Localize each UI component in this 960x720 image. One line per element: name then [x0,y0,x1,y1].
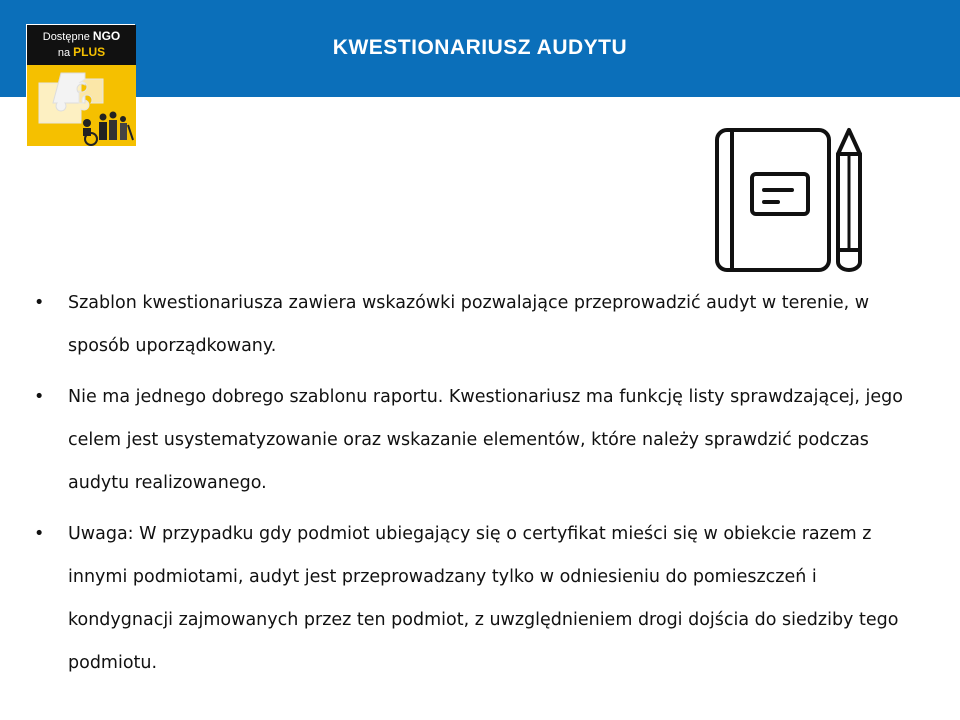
list-item [34,513,914,685]
list-item [34,376,914,505]
list-item-text: Uwaga: W przypadku gdy podmiot ubiegający się o certyfikat mieści się w obiekcie razem z innymi podmiotami, audyt jest przeprowadzany tylko w odniesieniu do pomieszczeń i kondygnacji zajmowanych przez ten podmiot, z uwzględnieniem drogi dojścia do siedziby tego podmiotu. [68,524,899,673]
notebook-pencil-icon [712,124,864,274]
organization-logo [26,24,135,145]
bullet-marker: • [34,387,45,407]
bullet-marker: • [34,293,45,313]
logo-word: Dostępne [42,31,90,43]
bullet-list [34,282,914,693]
slide-title: KWESTIONARIUSZ AUDYTU [332,36,628,59]
logo-word: NGO [92,29,121,43]
list-item-text: Nie ma jednego dobrego szablonu raportu. Kwestionariusz ma funkcję listy sprawdzającej, jego celem jest usystematyzowanie oraz wskazanie elementów, które należy sprawdzić podczas audytu realizowanego. [68,387,903,493]
puzzle-people-icon [27,65,136,146]
list-item [34,282,914,368]
logo-text [27,25,136,65]
bullet-marker: • [34,524,45,544]
logo-word: PLUS [73,45,106,59]
logo-word: na [57,47,71,59]
list-item-text: Szablon kwestionariusza zawiera wskazówki pozwalające przeprowadzić audyt w terenie, w sposób uporządkowany. [68,293,870,356]
